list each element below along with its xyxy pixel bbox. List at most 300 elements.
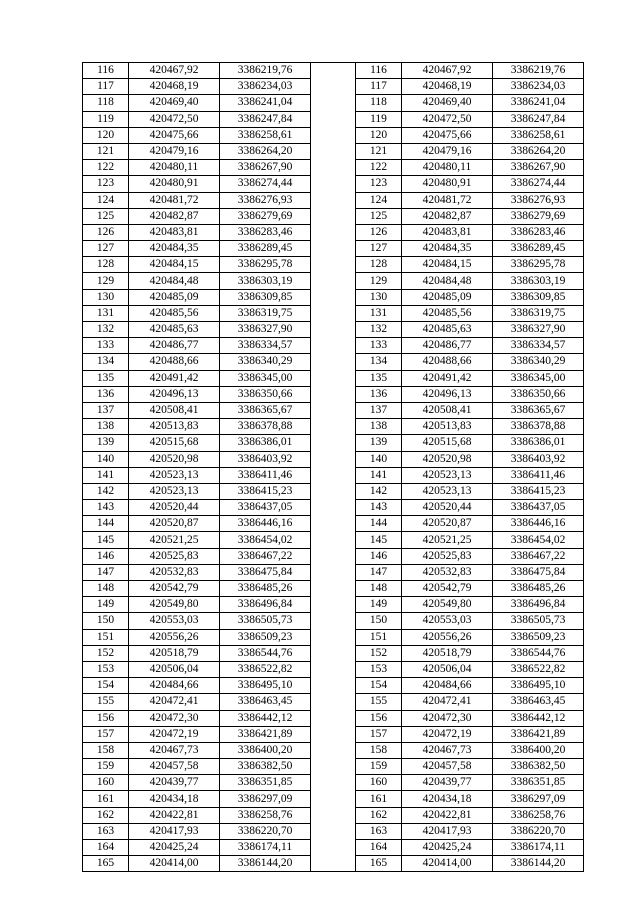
- right-x-coordinate-cell: 420521,25: [402, 532, 493, 548]
- left-point-number-cell: 147: [83, 564, 129, 580]
- table-row: [83, 176, 584, 192]
- table-row: [83, 354, 584, 370]
- right-y-coordinate-cell: 3386505,73: [493, 613, 584, 629]
- right-y-coordinate-cell: 3386386,01: [493, 435, 584, 451]
- left-x-coordinate-cell: 420468,19: [129, 79, 220, 95]
- left-point-number-cell: 116: [83, 63, 129, 79]
- left-x-coordinate-cell: 420521,25: [129, 532, 220, 548]
- table-row: [83, 613, 584, 629]
- right-y-coordinate-cell: 3386283,46: [493, 224, 584, 240]
- left-point-number-cell: 133: [83, 338, 129, 354]
- right-point-number-cell: 165: [356, 856, 402, 872]
- right-x-coordinate-cell: 420506,04: [402, 661, 493, 677]
- right-x-coordinate-cell: 420472,50: [402, 111, 493, 127]
- left-y-coordinate-cell: 3386289,45: [220, 241, 311, 257]
- left-point-number-cell: 153: [83, 661, 129, 677]
- column-gap: [311, 305, 356, 321]
- left-point-number-cell: 140: [83, 451, 129, 467]
- right-point-number-cell: 137: [356, 402, 402, 418]
- coordinates-table-body: [83, 63, 584, 872]
- column-gap: [311, 143, 356, 159]
- table-row: [83, 629, 584, 645]
- left-point-number-cell: 138: [83, 419, 129, 435]
- right-y-coordinate-cell: 3386378,88: [493, 419, 584, 435]
- column-gap: [311, 645, 356, 661]
- right-y-coordinate-cell: 3386421,89: [493, 726, 584, 742]
- right-point-number-cell: 129: [356, 273, 402, 289]
- left-y-coordinate-cell: 3386274,44: [220, 176, 311, 192]
- right-point-number-cell: 136: [356, 386, 402, 402]
- column-gap: [311, 111, 356, 127]
- right-y-coordinate-cell: 3386365,67: [493, 402, 584, 418]
- right-point-number-cell: 155: [356, 694, 402, 710]
- column-gap: [311, 370, 356, 386]
- right-point-number-cell: 144: [356, 516, 402, 532]
- table-row: [83, 241, 584, 257]
- right-x-coordinate-cell: 420484,66: [402, 678, 493, 694]
- right-x-coordinate-cell: 420515,68: [402, 435, 493, 451]
- left-x-coordinate-cell: 420467,92: [129, 63, 220, 79]
- table-row: [83, 759, 584, 775]
- left-y-coordinate-cell: 3386495,10: [220, 678, 311, 694]
- left-x-coordinate-cell: 420472,41: [129, 694, 220, 710]
- table-row: [83, 402, 584, 418]
- left-point-number-cell: 157: [83, 726, 129, 742]
- right-x-coordinate-cell: 420467,92: [402, 63, 493, 79]
- column-gap: [311, 273, 356, 289]
- left-x-coordinate-cell: 420484,48: [129, 273, 220, 289]
- left-y-coordinate-cell: 3386258,76: [220, 807, 311, 823]
- left-point-number-cell: 148: [83, 581, 129, 597]
- right-point-number-cell: 130: [356, 289, 402, 305]
- right-x-coordinate-cell: 420525,83: [402, 548, 493, 564]
- left-point-number-cell: 119: [83, 111, 129, 127]
- left-point-number-cell: 164: [83, 840, 129, 856]
- right-y-coordinate-cell: 3386485,26: [493, 581, 584, 597]
- table-row: [83, 564, 584, 580]
- left-y-coordinate-cell: 3386467,22: [220, 548, 311, 564]
- left-y-coordinate-cell: 3386340,29: [220, 354, 311, 370]
- right-point-number-cell: 119: [356, 111, 402, 127]
- column-gap: [311, 742, 356, 758]
- left-y-coordinate-cell: 3386334,57: [220, 338, 311, 354]
- right-x-coordinate-cell: 420496,13: [402, 386, 493, 402]
- right-point-number-cell: 125: [356, 208, 402, 224]
- right-x-coordinate-cell: 420491,42: [402, 370, 493, 386]
- table-row: [83, 370, 584, 386]
- table-row: [83, 305, 584, 321]
- left-y-coordinate-cell: 3386403,92: [220, 451, 311, 467]
- left-point-number-cell: 160: [83, 775, 129, 791]
- left-y-coordinate-cell: 3386382,50: [220, 759, 311, 775]
- column-gap: [311, 726, 356, 742]
- table-row: [83, 726, 584, 742]
- table-row: [83, 273, 584, 289]
- table-row: [83, 338, 584, 354]
- right-point-number-cell: 148: [356, 581, 402, 597]
- left-y-coordinate-cell: 3386544,76: [220, 645, 311, 661]
- right-point-number-cell: 153: [356, 661, 402, 677]
- right-point-number-cell: 126: [356, 224, 402, 240]
- left-y-coordinate-cell: 3386485,26: [220, 581, 311, 597]
- right-x-coordinate-cell: 420479,16: [402, 143, 493, 159]
- table-row: [83, 79, 584, 95]
- right-point-number-cell: 140: [356, 451, 402, 467]
- left-y-coordinate-cell: 3386345,00: [220, 370, 311, 386]
- left-point-number-cell: 127: [83, 241, 129, 257]
- right-y-coordinate-cell: 3386463,45: [493, 694, 584, 710]
- left-y-coordinate-cell: 3386415,23: [220, 483, 311, 499]
- table-row: [83, 143, 584, 159]
- left-y-coordinate-cell: 3386411,46: [220, 467, 311, 483]
- right-x-coordinate-cell: 420434,18: [402, 791, 493, 807]
- left-x-coordinate-cell: 420491,42: [129, 370, 220, 386]
- left-y-coordinate-cell: 3386267,90: [220, 160, 311, 176]
- table-row: [83, 435, 584, 451]
- left-point-number-cell: 163: [83, 823, 129, 839]
- left-point-number-cell: 165: [83, 856, 129, 872]
- right-y-coordinate-cell: 3386241,04: [493, 95, 584, 111]
- left-y-coordinate-cell: 3386505,73: [220, 613, 311, 629]
- left-x-coordinate-cell: 420467,73: [129, 742, 220, 758]
- left-y-coordinate-cell: 3386437,05: [220, 500, 311, 516]
- right-x-coordinate-cell: 420482,87: [402, 208, 493, 224]
- right-y-coordinate-cell: 3386544,76: [493, 645, 584, 661]
- table-row: [83, 823, 584, 839]
- right-x-coordinate-cell: 420485,56: [402, 305, 493, 321]
- left-y-coordinate-cell: 3386365,67: [220, 402, 311, 418]
- right-x-coordinate-cell: 420523,13: [402, 467, 493, 483]
- table-row: [83, 597, 584, 613]
- right-point-number-cell: 121: [356, 143, 402, 159]
- table-row: [83, 742, 584, 758]
- right-y-coordinate-cell: 3386454,02: [493, 532, 584, 548]
- left-x-coordinate-cell: 420483,81: [129, 224, 220, 240]
- right-y-coordinate-cell: 3386496,84: [493, 597, 584, 613]
- right-point-number-cell: 162: [356, 807, 402, 823]
- column-gap: [311, 160, 356, 176]
- left-x-coordinate-cell: 420523,13: [129, 467, 220, 483]
- table-row: [83, 532, 584, 548]
- left-y-coordinate-cell: 3386475,84: [220, 564, 311, 580]
- left-y-coordinate-cell: 3386219,76: [220, 63, 311, 79]
- left-x-coordinate-cell: 420472,19: [129, 726, 220, 742]
- left-point-number-cell: 158: [83, 742, 129, 758]
- right-y-coordinate-cell: 3386220,70: [493, 823, 584, 839]
- left-y-coordinate-cell: 3386509,23: [220, 629, 311, 645]
- column-gap: [311, 63, 356, 79]
- left-x-coordinate-cell: 420485,63: [129, 322, 220, 338]
- right-point-number-cell: 152: [356, 645, 402, 661]
- left-x-coordinate-cell: 420525,83: [129, 548, 220, 564]
- right-point-number-cell: 120: [356, 127, 402, 143]
- table-row: [83, 467, 584, 483]
- column-gap: [311, 435, 356, 451]
- right-y-coordinate-cell: 3386442,12: [493, 710, 584, 726]
- left-x-coordinate-cell: 420481,72: [129, 192, 220, 208]
- table-row: [83, 257, 584, 273]
- right-point-number-cell: 151: [356, 629, 402, 645]
- right-point-number-cell: 163: [356, 823, 402, 839]
- left-point-number-cell: 150: [83, 613, 129, 629]
- left-x-coordinate-cell: 420518,79: [129, 645, 220, 661]
- right-y-coordinate-cell: 3386495,10: [493, 678, 584, 694]
- right-x-coordinate-cell: 420467,73: [402, 742, 493, 758]
- table-row: [83, 807, 584, 823]
- table-row: [83, 645, 584, 661]
- right-x-coordinate-cell: 420472,19: [402, 726, 493, 742]
- left-point-number-cell: 141: [83, 467, 129, 483]
- left-x-coordinate-cell: 420472,30: [129, 710, 220, 726]
- table-row: [83, 548, 584, 564]
- left-x-coordinate-cell: 420472,50: [129, 111, 220, 127]
- left-point-number-cell: 129: [83, 273, 129, 289]
- right-x-coordinate-cell: 420485,09: [402, 289, 493, 305]
- left-y-coordinate-cell: 3386496,84: [220, 597, 311, 613]
- left-x-coordinate-cell: 420414,00: [129, 856, 220, 872]
- right-y-coordinate-cell: 3386234,03: [493, 79, 584, 95]
- right-point-number-cell: 161: [356, 791, 402, 807]
- right-x-coordinate-cell: 420468,19: [402, 79, 493, 95]
- column-gap: [311, 257, 356, 273]
- left-point-number-cell: 142: [83, 483, 129, 499]
- right-x-coordinate-cell: 420457,58: [402, 759, 493, 775]
- right-point-number-cell: 164: [356, 840, 402, 856]
- left-y-coordinate-cell: 3386297,09: [220, 791, 311, 807]
- right-point-number-cell: 118: [356, 95, 402, 111]
- right-point-number-cell: 122: [356, 160, 402, 176]
- right-y-coordinate-cell: 3386144,20: [493, 856, 584, 872]
- column-gap: [311, 467, 356, 483]
- right-point-number-cell: 141: [356, 467, 402, 483]
- column-gap: [311, 791, 356, 807]
- right-point-number-cell: 150: [356, 613, 402, 629]
- table-row: [83, 678, 584, 694]
- left-x-coordinate-cell: 420422,81: [129, 807, 220, 823]
- table-row: [83, 840, 584, 856]
- column-gap: [311, 856, 356, 872]
- right-x-coordinate-cell: 420520,98: [402, 451, 493, 467]
- right-x-coordinate-cell: 420520,44: [402, 500, 493, 516]
- left-point-number-cell: 145: [83, 532, 129, 548]
- left-point-number-cell: 132: [83, 322, 129, 338]
- right-y-coordinate-cell: 3386274,44: [493, 176, 584, 192]
- column-gap: [311, 678, 356, 694]
- left-y-coordinate-cell: 3386247,84: [220, 111, 311, 127]
- left-point-number-cell: 149: [83, 597, 129, 613]
- right-x-coordinate-cell: 420481,72: [402, 192, 493, 208]
- right-point-number-cell: 127: [356, 241, 402, 257]
- right-x-coordinate-cell: 420485,63: [402, 322, 493, 338]
- left-point-number-cell: 151: [83, 629, 129, 645]
- right-y-coordinate-cell: 3386279,69: [493, 208, 584, 224]
- right-y-coordinate-cell: 3386297,09: [493, 791, 584, 807]
- left-y-coordinate-cell: 3386400,20: [220, 742, 311, 758]
- left-y-coordinate-cell: 3386144,20: [220, 856, 311, 872]
- left-x-coordinate-cell: 420479,16: [129, 143, 220, 159]
- left-y-coordinate-cell: 3386283,46: [220, 224, 311, 240]
- right-y-coordinate-cell: 3386247,84: [493, 111, 584, 127]
- left-point-number-cell: 155: [83, 694, 129, 710]
- right-x-coordinate-cell: 420549,80: [402, 597, 493, 613]
- right-x-coordinate-cell: 420475,66: [402, 127, 493, 143]
- right-x-coordinate-cell: 420488,66: [402, 354, 493, 370]
- left-point-number-cell: 130: [83, 289, 129, 305]
- table-row: [83, 516, 584, 532]
- right-point-number-cell: 123: [356, 176, 402, 192]
- table-row: [83, 694, 584, 710]
- left-x-coordinate-cell: 420523,13: [129, 483, 220, 499]
- column-gap: [311, 840, 356, 856]
- column-gap: [311, 548, 356, 564]
- table-row: [83, 581, 584, 597]
- right-y-coordinate-cell: 3386437,05: [493, 500, 584, 516]
- coordinates-table: [82, 62, 584, 872]
- left-y-coordinate-cell: 3386220,70: [220, 823, 311, 839]
- left-x-coordinate-cell: 420553,03: [129, 613, 220, 629]
- right-y-coordinate-cell: 3386334,57: [493, 338, 584, 354]
- right-x-coordinate-cell: 420556,26: [402, 629, 493, 645]
- left-point-number-cell: 159: [83, 759, 129, 775]
- right-point-number-cell: 117: [356, 79, 402, 95]
- right-x-coordinate-cell: 420425,24: [402, 840, 493, 856]
- left-point-number-cell: 128: [83, 257, 129, 273]
- right-y-coordinate-cell: 3386219,76: [493, 63, 584, 79]
- left-point-number-cell: 124: [83, 192, 129, 208]
- column-gap: [311, 208, 356, 224]
- left-point-number-cell: 161: [83, 791, 129, 807]
- left-y-coordinate-cell: 3386279,69: [220, 208, 311, 224]
- left-y-coordinate-cell: 3386303,19: [220, 273, 311, 289]
- right-x-coordinate-cell: 420508,41: [402, 402, 493, 418]
- right-x-coordinate-cell: 420472,30: [402, 710, 493, 726]
- right-y-coordinate-cell: 3386446,16: [493, 516, 584, 532]
- right-y-coordinate-cell: 3386319,75: [493, 305, 584, 321]
- left-point-number-cell: 134: [83, 354, 129, 370]
- right-point-number-cell: 133: [356, 338, 402, 354]
- left-x-coordinate-cell: 420532,83: [129, 564, 220, 580]
- right-x-coordinate-cell: 420513,83: [402, 419, 493, 435]
- right-x-coordinate-cell: 420520,87: [402, 516, 493, 532]
- right-x-coordinate-cell: 420484,35: [402, 241, 493, 257]
- right-point-number-cell: 139: [356, 435, 402, 451]
- right-x-coordinate-cell: 420483,81: [402, 224, 493, 240]
- column-gap: [311, 79, 356, 95]
- left-point-number-cell: 154: [83, 678, 129, 694]
- left-point-number-cell: 143: [83, 500, 129, 516]
- right-point-number-cell: 158: [356, 742, 402, 758]
- column-gap: [311, 694, 356, 710]
- left-x-coordinate-cell: 420485,09: [129, 289, 220, 305]
- left-point-number-cell: 162: [83, 807, 129, 823]
- table-row: [83, 224, 584, 240]
- right-x-coordinate-cell: 420417,93: [402, 823, 493, 839]
- table-row: [83, 127, 584, 143]
- left-x-coordinate-cell: 420520,87: [129, 516, 220, 532]
- right-x-coordinate-cell: 420414,00: [402, 856, 493, 872]
- right-point-number-cell: 159: [356, 759, 402, 775]
- table-row: [83, 111, 584, 127]
- left-point-number-cell: 139: [83, 435, 129, 451]
- left-x-coordinate-cell: 420425,24: [129, 840, 220, 856]
- left-point-number-cell: 126: [83, 224, 129, 240]
- right-x-coordinate-cell: 420472,41: [402, 694, 493, 710]
- left-x-coordinate-cell: 420480,91: [129, 176, 220, 192]
- left-point-number-cell: 120: [83, 127, 129, 143]
- right-x-coordinate-cell: 420480,91: [402, 176, 493, 192]
- right-y-coordinate-cell: 3386264,20: [493, 143, 584, 159]
- left-point-number-cell: 146: [83, 548, 129, 564]
- right-point-number-cell: 131: [356, 305, 402, 321]
- right-point-number-cell: 154: [356, 678, 402, 694]
- right-point-number-cell: 116: [356, 63, 402, 79]
- table-row: [83, 451, 584, 467]
- right-point-number-cell: 146: [356, 548, 402, 564]
- right-y-coordinate-cell: 3386509,23: [493, 629, 584, 645]
- left-x-coordinate-cell: 420484,35: [129, 241, 220, 257]
- table-row: [83, 710, 584, 726]
- left-y-coordinate-cell: 3386264,20: [220, 143, 311, 159]
- right-point-number-cell: 132: [356, 322, 402, 338]
- column-gap: [311, 192, 356, 208]
- left-x-coordinate-cell: 420549,80: [129, 597, 220, 613]
- right-point-number-cell: 157: [356, 726, 402, 742]
- left-y-coordinate-cell: 3386174,11: [220, 840, 311, 856]
- right-y-coordinate-cell: 3386309,85: [493, 289, 584, 305]
- right-y-coordinate-cell: 3386382,50: [493, 759, 584, 775]
- column-gap: [311, 807, 356, 823]
- table-row: [83, 95, 584, 111]
- left-y-coordinate-cell: 3386319,75: [220, 305, 311, 321]
- right-x-coordinate-cell: 420439,77: [402, 775, 493, 791]
- right-y-coordinate-cell: 3386400,20: [493, 742, 584, 758]
- left-y-coordinate-cell: 3386350,66: [220, 386, 311, 402]
- column-gap: [311, 322, 356, 338]
- table-row: [83, 856, 584, 872]
- column-gap: [311, 581, 356, 597]
- right-y-coordinate-cell: 3386475,84: [493, 564, 584, 580]
- column-gap: [311, 224, 356, 240]
- left-point-number-cell: 144: [83, 516, 129, 532]
- left-point-number-cell: 121: [83, 143, 129, 159]
- left-y-coordinate-cell: 3386309,85: [220, 289, 311, 305]
- right-y-coordinate-cell: 3386327,90: [493, 322, 584, 338]
- left-x-coordinate-cell: 420480,11: [129, 160, 220, 176]
- right-point-number-cell: 124: [356, 192, 402, 208]
- right-y-coordinate-cell: 3386403,92: [493, 451, 584, 467]
- right-x-coordinate-cell: 420542,79: [402, 581, 493, 597]
- column-gap: [311, 629, 356, 645]
- right-y-coordinate-cell: 3386467,22: [493, 548, 584, 564]
- right-y-coordinate-cell: 3386174,11: [493, 840, 584, 856]
- left-x-coordinate-cell: 420542,79: [129, 581, 220, 597]
- right-y-coordinate-cell: 3386303,19: [493, 273, 584, 289]
- column-gap: [311, 354, 356, 370]
- column-gap: [311, 451, 356, 467]
- left-y-coordinate-cell: 3386454,02: [220, 532, 311, 548]
- column-gap: [311, 419, 356, 435]
- left-point-number-cell: 131: [83, 305, 129, 321]
- left-y-coordinate-cell: 3386351,85: [220, 775, 311, 791]
- column-gap: [311, 241, 356, 257]
- right-point-number-cell: 138: [356, 419, 402, 435]
- left-y-coordinate-cell: 3386463,45: [220, 694, 311, 710]
- right-y-coordinate-cell: 3386415,23: [493, 483, 584, 499]
- right-x-coordinate-cell: 420480,11: [402, 160, 493, 176]
- right-x-coordinate-cell: 420484,15: [402, 257, 493, 273]
- column-gap: [311, 661, 356, 677]
- right-x-coordinate-cell: 420422,81: [402, 807, 493, 823]
